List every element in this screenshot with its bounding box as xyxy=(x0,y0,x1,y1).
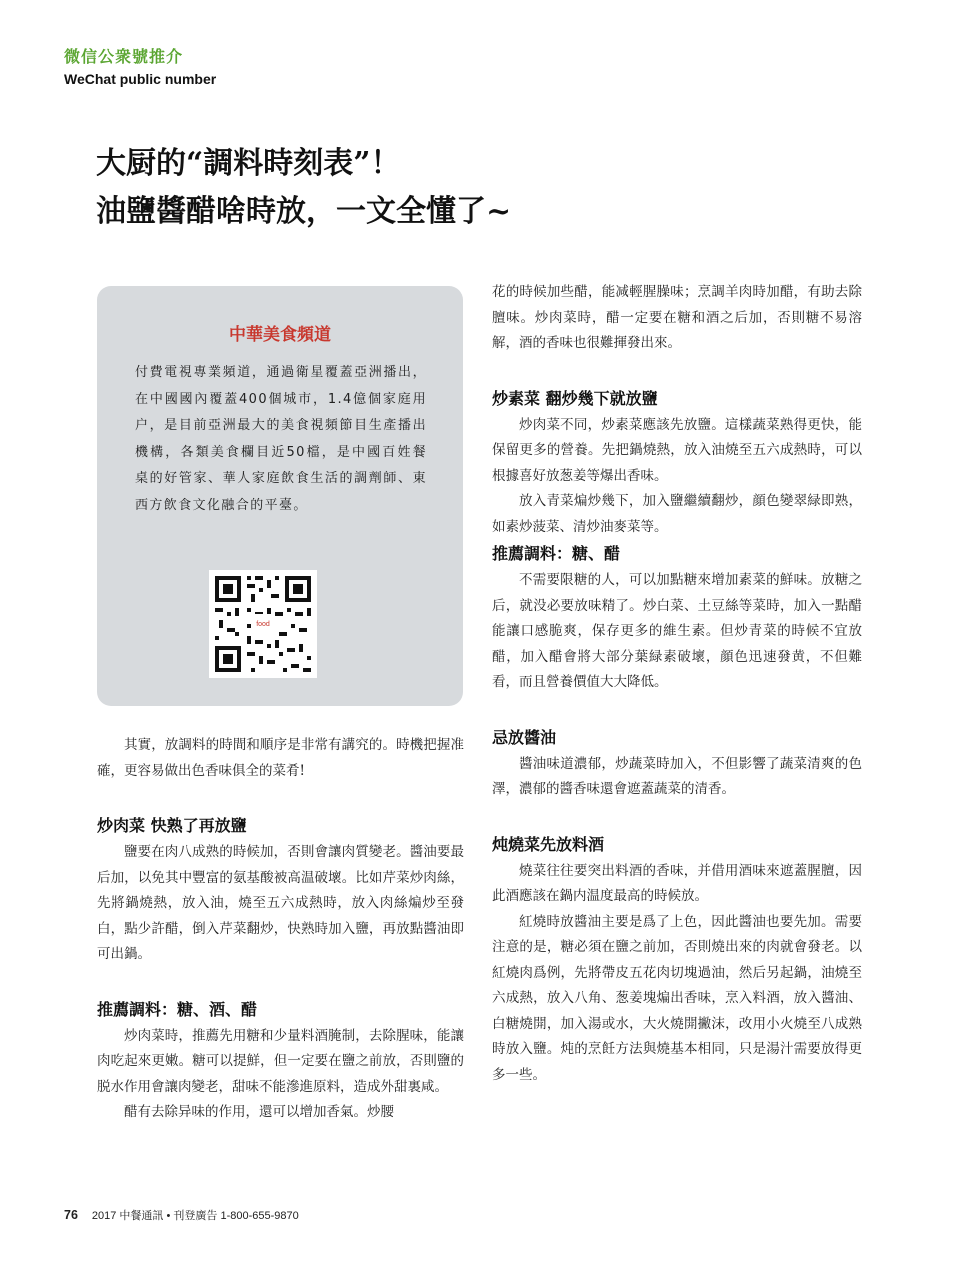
heading-meat-seasonings: 推薦調料：糖、酒、醋 xyxy=(97,999,258,1019)
paragraph-meat-salt: 鹽要在肉八成熟的時候加，否則會讓肉質變老。醬油要最后加，以免其中豐富的氨基酸被高温破壞。比如芹菜炒肉絲，先將鍋燒熱，放入油，燒至五六成熱時，放入肉絲煸炒至發白，點少許醋，倒入芹菜翻炒，快熟時加入鹽，再放點醬油即可出鍋。 xyxy=(97,844,464,962)
paragraph-avoid-soy: 醬油味道濃郁，炒蔬菜時加入，不但影響了蔬菜清爽的色澤，濃郁的醬香味還會遮蓋蔬菜的清香。 xyxy=(492,755,862,797)
paragraph-vinegar: 醋有去除异味的作用，還可以增加香氣。炒腰 xyxy=(124,1104,394,1120)
sidebar-body: 付費電視專業頻道，通過衛星覆蓋亞洲播出，在中國國內覆蓋400個城市，1.4億個家庭用户，是目前亞洲最大的美食視頻節目生產播出機構，各類美食欄目近50檔，是中國百姓餐桌的好管家、華人家庭飲食生活的調劑師、東西方飲食文化融合的平臺。 xyxy=(135,365,427,513)
heading-stir-fry-veg: 炒素菜 翻炒幾下就放鹽 xyxy=(492,388,658,408)
right-column xyxy=(492,280,862,1088)
section-title-en: WeChat public number xyxy=(64,71,217,87)
left-column xyxy=(97,733,464,1126)
page-number: 76 xyxy=(64,1208,78,1222)
sidebar-title: 中華美食頻道 xyxy=(229,325,331,345)
channel-sidebar xyxy=(97,286,463,706)
paragraph-veg-sugar-vinegar: 不需要限糖的人，可以加點糖來增加素菜的鮮味。放糖之后，就没必要放味精了。炒白菜、土豆絲等菜時，加入一點醋能讓口感脆爽，保存更多的維生素。但炒青菜的時候不宜放醋，加入醋會將大部分葉緑素破壞，顔色迅速發黄，不但難看，而且營養價值大大降低。 xyxy=(492,572,862,690)
paragraph-braise-wine: 燒菜往往要突出料酒的香味，并借用酒味來遮蓋腥膻，因此酒應該在鍋内温度最高的時候放。 xyxy=(492,862,862,904)
qr-code-icon xyxy=(209,570,317,678)
paragraph-vinegar-cont: 花的時候加些醋，能减輕腥臊味；烹調羊肉時加醋，有助去除膻味。炒肉菜時，醋一定要在糖和酒之后加，否則糖不易溶解，酒的香味也很難揮發出來。 xyxy=(492,284,862,351)
paragraph-meat-marinate: 炒肉菜時，推薦先用糖和少量料酒腌制，去除腥味，能讓肉吃起來更嫩。糖可以提鮮，但一定要在鹽之前放，否則鹽的脱水作用會讓肉變老，甜味不能滲進原料，造成外甜裏咸。 xyxy=(97,1027,464,1095)
section-tag xyxy=(64,44,216,87)
section-title-cn: 微信公衆號推介 xyxy=(64,47,184,66)
qr-logo-text: food xyxy=(256,621,270,628)
headline-line-2: 油鹽醬醋啥時放，一文全懂了~ xyxy=(96,194,512,229)
heading-avoid-soy: 忌放醬油 xyxy=(492,727,557,747)
paragraph-veg-salt: 炒肉菜不同，炒素菜應該先放鹽。這樣蔬菜熟得更快，能保留更多的營養。先把鍋燒熱，放入油燒至五六成熱時，可以根據喜好放葱姜等爆出香味。 xyxy=(492,416,862,484)
intro-paragraph: 其實，放調料的時間和順序是非常有講究的。時機把握准確，更容易做出色香味俱全的菜肴! xyxy=(97,737,464,779)
paragraph-red-braise: 紅燒時放醬油主要是爲了上色，因此醬油也要先加。需要注意的是，糖必須在鹽之前加，否則燒出來的肉就會發老。以紅燒肉爲例，先將帶皮五花肉切塊過油，然后另起鍋，油燒至六成熱，放入八角、葱姜塊煸出香味，烹入料酒，放入醬油、白糖燒開，加入湯或水，大火燒開撇沫，改用小火燒至八成熟時放入鹽。炖的烹飪方法與燒基本相同，只是湯汁需要放得更多一些。 xyxy=(492,913,862,1083)
paragraph-veg-stir: 放入青菜煸炒幾下，加入鹽繼續翻炒，顔色變翠緑即熟，如素炒菠菜、清炒油麥菜等。 xyxy=(492,493,862,535)
footer-text: 2017 中餐通訊 • 刊登廣告 1-800-655-9870 xyxy=(91,1210,299,1222)
heading-stir-fry-meat: 炒肉菜 快熟了再放鹽 xyxy=(97,816,247,835)
page-footer xyxy=(64,1207,299,1223)
qr-code[interactable] xyxy=(209,570,317,678)
headline-line-1: 大厨的“調料時刻表”！ xyxy=(96,146,401,181)
article-headline xyxy=(96,140,511,236)
heading-veg-seasonings: 推薦調料：糖、醋 xyxy=(492,544,621,563)
heading-braise-wine: 炖燒菜先放料酒 xyxy=(492,834,605,854)
